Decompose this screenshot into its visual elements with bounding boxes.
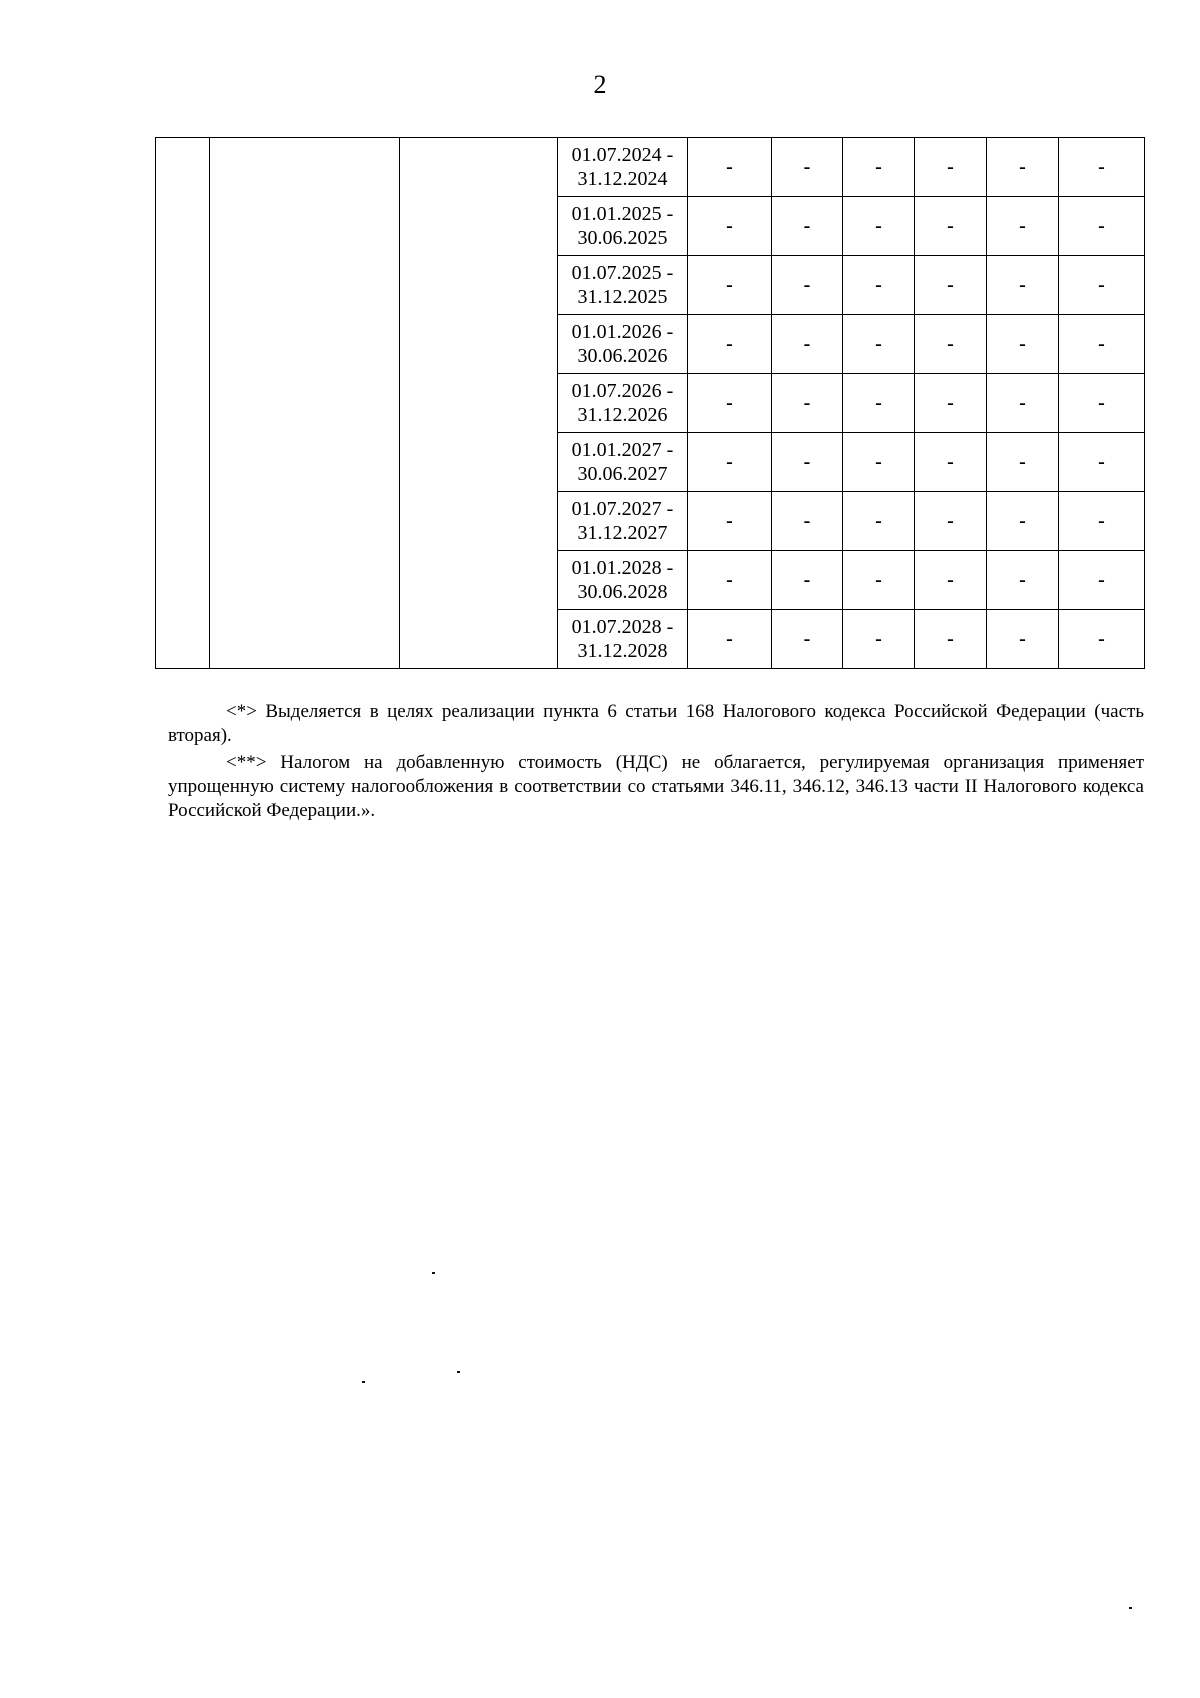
row-number-cell: [156, 138, 210, 669]
value-cell: -: [688, 315, 772, 374]
value-cell: -: [688, 197, 772, 256]
tariff-type-cell: [400, 138, 558, 669]
footnote-vat-exemption: <**> Налогом на добавленную стоимость (НДС) не облагается, регулируемая организация применяет упрощенную систему налогообложения в соответствии со статьями 346.11, 346.12, 346.13 части II Налогового кодекса Российской Федерации.».: [168, 752, 1144, 821]
period-end: 31.12.2027: [577, 522, 668, 544]
value-cell: -: [843, 492, 915, 551]
page-number: 2: [593, 70, 607, 99]
value-cell: -: [987, 138, 1059, 197]
value-cell: -: [1059, 610, 1145, 669]
value-cell: -: [772, 197, 843, 256]
period-cell: [558, 433, 688, 492]
value-cell: -: [1059, 315, 1145, 374]
value-cell: -: [1059, 138, 1145, 197]
period-start: 01.07.2024 -: [571, 144, 674, 166]
value-cell: -: [772, 256, 843, 315]
value-cell: -: [688, 138, 772, 197]
value-cell: -: [987, 197, 1059, 256]
value-cell: -: [772, 610, 843, 669]
value-cell: -: [987, 551, 1059, 610]
value-cell: -: [987, 315, 1059, 374]
value-cell: -: [843, 197, 915, 256]
period-start: 01.07.2026 -: [571, 380, 674, 402]
table-row: [156, 138, 1145, 197]
period-cell: [558, 256, 688, 315]
value-cell: -: [915, 138, 987, 197]
period-end: 31.12.2024: [577, 168, 668, 190]
value-cell: -: [772, 492, 843, 551]
scan-speck: [432, 1272, 435, 1274]
period-end: 30.06.2026: [577, 345, 668, 367]
value-cell: -: [915, 492, 987, 551]
value-cell: -: [915, 256, 987, 315]
value-cell: -: [843, 374, 915, 433]
period-start: 01.01.2027 -: [571, 439, 674, 461]
value-cell: -: [843, 551, 915, 610]
value-cell: -: [688, 551, 772, 610]
period-end: 31.12.2028: [577, 640, 668, 662]
value-cell: -: [987, 492, 1059, 551]
value-cell: -: [688, 492, 772, 551]
value-cell: -: [772, 138, 843, 197]
period-cell: [558, 551, 688, 610]
value-cell: -: [772, 315, 843, 374]
period-end: 31.12.2025: [577, 286, 668, 308]
value-cell: -: [1059, 492, 1145, 551]
period-start: 01.01.2028 -: [571, 557, 674, 579]
value-cell: -: [915, 374, 987, 433]
tariff-table: [155, 137, 1145, 669]
period-cell: [558, 197, 688, 256]
period-end: 30.06.2027: [577, 463, 668, 485]
period-start: 01.07.2025 -: [571, 262, 674, 284]
period-start: 01.07.2027 -: [571, 498, 674, 520]
value-cell: -: [915, 197, 987, 256]
value-cell: -: [1059, 551, 1145, 610]
organization-cell: [210, 138, 400, 669]
period-end: 30.06.2025: [577, 227, 668, 249]
value-cell: -: [772, 374, 843, 433]
period-cell: [558, 138, 688, 197]
value-cell: -: [843, 256, 915, 315]
value-cell: -: [843, 138, 915, 197]
value-cell: -: [772, 433, 843, 492]
period-start: 01.07.2028 -: [571, 616, 674, 638]
value-cell: -: [915, 315, 987, 374]
period-end: 30.06.2028: [577, 581, 668, 603]
value-cell: -: [915, 610, 987, 669]
footnotes: [168, 700, 1144, 826]
value-cell: -: [772, 551, 843, 610]
value-cell: -: [843, 433, 915, 492]
value-cell: -: [987, 433, 1059, 492]
period-start: 01.01.2026 -: [571, 321, 674, 343]
scan-speck: [457, 1371, 460, 1373]
value-cell: -: [688, 374, 772, 433]
value-cell: -: [987, 374, 1059, 433]
value-cell: -: [1059, 256, 1145, 315]
scan-speck: [362, 1381, 365, 1383]
value-cell: -: [1059, 433, 1145, 492]
value-cell: -: [1059, 197, 1145, 256]
period-end: 31.12.2026: [577, 404, 668, 426]
period-cell: [558, 492, 688, 551]
footnote-vat-allocation: <*> Выделяется в целях реализации пункта 6 статьи 168 Налогового кодекса Российской Федерации (часть вторая).: [168, 701, 1144, 746]
value-cell: -: [1059, 374, 1145, 433]
value-cell: -: [843, 315, 915, 374]
period-cell: [558, 610, 688, 669]
value-cell: -: [915, 433, 987, 492]
value-cell: -: [987, 256, 1059, 315]
value-cell: -: [843, 610, 915, 669]
value-cell: -: [688, 433, 772, 492]
value-cell: -: [915, 551, 987, 610]
period-cell: [558, 374, 688, 433]
period-cell: [558, 315, 688, 374]
period-start: 01.01.2025 -: [571, 203, 674, 225]
value-cell: -: [688, 256, 772, 315]
value-cell: -: [688, 610, 772, 669]
scan-speck: [1129, 1607, 1132, 1609]
table-body: [156, 138, 1145, 669]
value-cell: -: [987, 610, 1059, 669]
